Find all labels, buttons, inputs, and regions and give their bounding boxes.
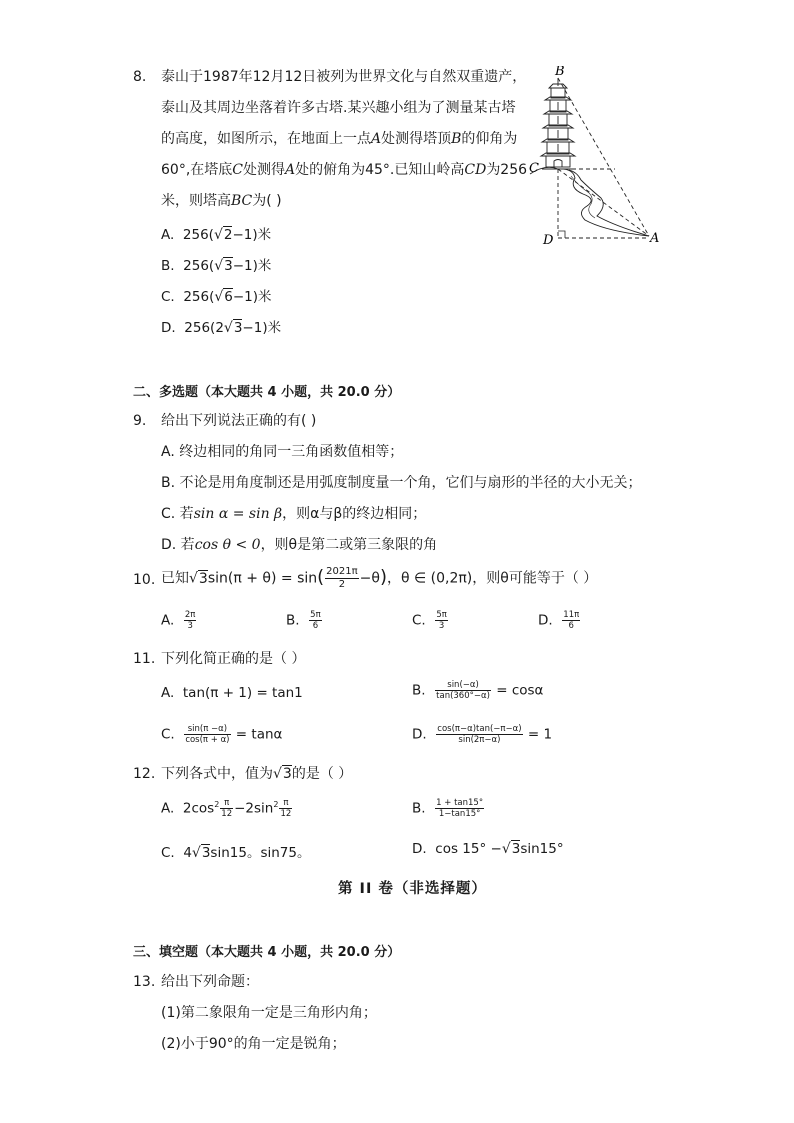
question-8-line-4: 60°,在塔底C处测得A处的俯角为45°.已知山岭高CD为256 <box>161 162 528 178</box>
q8-option-c[interactable]: C. 256(√6−1)米 <box>161 289 272 305</box>
question-8-line-5: 米，则塔高BC为( ) <box>161 193 282 209</box>
q11-option-a[interactable]: A. tan(π + 1) = tan1 <box>161 685 303 701</box>
section-3-heading: 三、填空题（本大题共 4 小题，共 20.0 分） <box>133 945 401 960</box>
section-2-heading: 二、多选题（本大题共 4 小题，共 20.0 分） <box>133 385 401 400</box>
q11-option-d[interactable]: D. $\frac{\cos(\pi-\alpha)\tan(-\pi-\alpha)}{\sin(2\pi-\alpha)}$ = 1 <box>412 724 553 745</box>
q13-proposition-2: (2)小于90°的角一定是锐角； <box>161 1036 346 1052</box>
pagoda-tower <box>541 78 575 169</box>
label-b: B <box>555 66 565 79</box>
q13-proposition-1: (1)第二象限角一定是三角形内角； <box>161 1005 377 1021</box>
q9-option-b[interactable]: B. 不论是用角度制还是用弧度制度量一个角，它们与扇形的半径的大小无关； <box>161 475 642 491</box>
q9-option-c[interactable]: C. 若sin α = sin β，则α与β的终边相同； <box>161 506 427 522</box>
mountain-outline <box>530 167 649 236</box>
q9-option-d[interactable]: D. 若cos θ < 0，则θ是第二或第三象限的角 <box>161 537 438 553</box>
question-13-number: 13. <box>133 974 156 990</box>
line-b-to-a <box>558 78 649 236</box>
question-12-stem: 下列各式中，值为√3的是（ ） <box>161 766 353 782</box>
q10-option-c[interactable]: C. $\frac{5\pi}{3}$ <box>412 610 447 631</box>
question-10-stem: 已知√3sin(π + θ) = sin( $\frac{2021\pi}{2}$ −θ)，θ ∈ (0,2π)，则θ可能等于（ ） <box>161 566 598 590</box>
q12-option-d[interactable]: D. cos 15° −√3sin15° <box>412 841 564 857</box>
q8-option-b[interactable]: B. 256(√3−1)米 <box>161 258 272 274</box>
question-12-number: 12. <box>133 766 156 782</box>
q10-option-d[interactable]: D. $\frac{11\pi}{6}$ <box>538 610 580 631</box>
q8-option-a[interactable]: A. 256(√2−1)米 <box>161 227 272 243</box>
question-8-line-1: 泰山于1987年12月12日被列为世界文化与自然双重遗产， <box>161 69 527 85</box>
q11-option-c[interactable]: C. $\frac{\sin(\pi -\alpha)}{\cos(\pi + \alpha)}$ = tanα <box>161 724 283 745</box>
q10-option-b[interactable]: B. $\frac{5\pi}{6}$ <box>286 610 321 631</box>
question-9-number: 9. <box>133 413 147 429</box>
label-c: C <box>529 161 539 176</box>
q9-option-a[interactable]: A. 终边相同的角同一三角函数值相等； <box>161 444 404 460</box>
question-8-line-2: 泰山及其周边坐落着许多古塔.某兴趣小组为了测量某古塔 <box>161 100 516 116</box>
q11-option-b[interactable]: B. $\frac{\sin(-\alpha)}{\tan(360^\circ-\alpha)}$ = cosα <box>412 680 544 701</box>
q12-option-c[interactable]: C. 4√3sin15。sin75。 <box>161 845 311 861</box>
q8-option-d[interactable]: D. 256(2√3−1)米 <box>161 320 282 336</box>
q12-option-a[interactable]: A. $2\cos^2$ $\frac{\pi}{12}$ $-2\sin^2$ $\frac{\pi}{12}$ <box>161 798 292 819</box>
question-11-stem: 下列化简正确的是（ ） <box>161 651 306 667</box>
right-angle-mark <box>558 231 565 238</box>
question-11-number: 11. <box>133 651 156 667</box>
question-9-stem: 给出下列说法正确的有( ) <box>161 413 317 429</box>
question-8-line-3: 的高度，如图所示，在地面上一点A处测得塔顶B的仰角为 <box>161 131 518 147</box>
part-2-title: 第 II 卷（非选择题） <box>338 881 487 897</box>
question-8-number: 8. <box>133 69 147 85</box>
pagoda-diagram <box>525 66 665 248</box>
q10-option-a[interactable]: A. $\frac{2\pi}{3}$ <box>161 610 196 631</box>
label-d: D <box>543 233 554 248</box>
label-a: A <box>650 231 660 246</box>
question-13-stem: 给出下列命题： <box>161 974 259 990</box>
question-10-number: 10. <box>133 572 156 588</box>
q12-option-b[interactable]: B. $\frac{1 + \tan 15^\circ}{1-\tan 15^\circ}$ <box>412 798 484 819</box>
